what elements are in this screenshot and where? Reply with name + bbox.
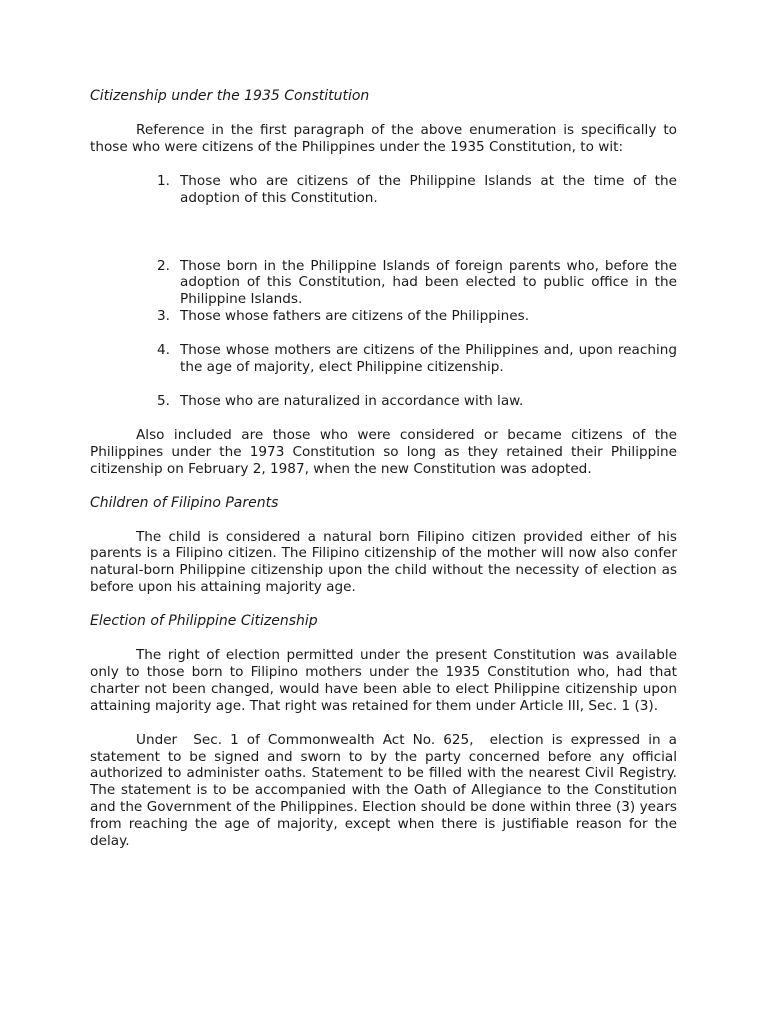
section-heading-election-citizenship: Election of Philippine Citizenship (90, 613, 318, 630)
list-item-text: Those whose fathers are citizens of the Philippines. (180, 308, 530, 325)
election-paragraph: The right of election permitted under the present Constitution was available only to those born to Filipino mothers under the 1935 Constitution who, had that charter not been changed, would have been able to elect Philippine citizenship upon attaining majority age. That right was retained for them under Article III, Sec. 1 (3). (90, 647, 677, 714)
list-item-text: Those who are citizens of the Philippine Islands at the time of the adoption of this Constitution. (180, 172, 677, 206)
closing-paragraph: Also included are those who were considered or became citizens of the Philippines under the 1973 Constitution so long as they retained their Philippine citizenship on February 2, 1987, when the new Constitution was adopted. (90, 426, 677, 477)
section-heading-citizenship-1935: Citizenship under the 1935 Constitution (90, 88, 370, 104)
list-item-text: Those born in the Philippine Islands of foreign parents who, before the adoption of this Constitution, had been elected to public office in the Philippine Islands. (180, 257, 677, 308)
citizens-list (90, 173, 677, 410)
list-item-text: Those whose mothers are citizens of the Philippines and, upon reaching the age of majority, elect Philippine citizenship. (180, 342, 677, 376)
list-number: 5. (157, 392, 170, 409)
list-item (90, 258, 677, 309)
list-number: 3. (157, 308, 170, 325)
list-item (90, 173, 677, 207)
section-heading-children-filipino-parents: Children of Filipino Parents (90, 494, 279, 511)
list-number: 4. (157, 342, 170, 359)
list-item-text: Those who are naturalized in accordance with law. (180, 392, 524, 409)
list-item (90, 393, 677, 410)
list-item (90, 342, 677, 376)
children-paragraph: The child is considered a natural born Filipino citizen provided either of his parents is a Filipino citizen. The Filipino citizenship of the mother will now also confer natural-born Philippine citizenship upon the child without the necessity of election as before upon his attaining majority age. (90, 528, 677, 596)
list-number: 2. (157, 257, 170, 274)
list-item (90, 308, 677, 325)
commonwealth-act-paragraph: Under Sec. 1 of Commonwealth Act No. 625, election is expressed in a statement to be signed and sworn to by the party concerned before any official authorized to administer oaths. Statement to be filled with the nearest Civil Registry. The statement is to be accompanied with the Oath of Allegiance to the Constitution and the Government of the Philippines. Election should be done within three (3) years from reaching the age of majority, except when there is justifiable reason for the delay. (90, 731, 682, 850)
document-page (90, 88, 682, 850)
list-number: 1. (157, 172, 170, 189)
intro-paragraph: Reference in the first paragraph of the above enumeration is specifically to those who were citizens of the Philippines under the 1935 Constitution, to wit: (90, 121, 677, 155)
